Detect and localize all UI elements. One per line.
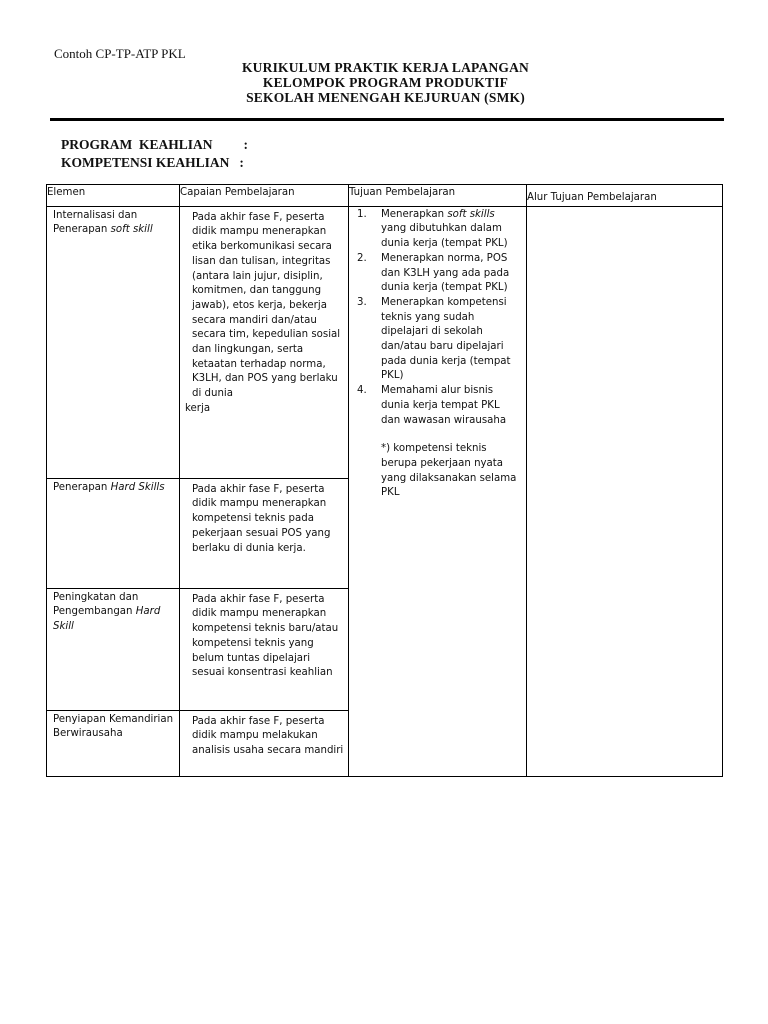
- list-item: 1. Menerapkan soft skills yang dibutuhkan dalam dunia kerja (tempat PKL): [357, 208, 508, 250]
- list-item: 4. Memahami alur bisnis dunia kerja tempat PKL dan wawasan wirausaha: [357, 385, 507, 426]
- capaian-cell: Pada akhir fase F, peserta didik mampu melakukan analisis usaha secara mandiri: [180, 710, 349, 776]
- capaian-cell: Pada akhir fase F, peserta didik mampu menerapkan etika berkomunikasi secara lisan dan tulisan, integritas (antara lain jujur, disiplin, komitmen, dan tanggung jawab), etos kerja, bekerja secara mandiri dan/atau secara tim, kepedulian sosial dan lingkungan, serta ketaatan terhadap norma, K3LH, dan POS yang berlaku di dunia kerja: [180, 206, 349, 478]
- program-keahlian-row: [61, 136, 248, 154]
- capaian-cell: Pada akhir fase F, peserta didik mampu menerapkan kompetensi teknis pada pekerjaan sesuai POS yang berlaku di dunia kerja.: [180, 478, 349, 588]
- program-keahlian-label: PROGRAM KEAHLIAN: [61, 137, 213, 152]
- list-item: 3. Menerapkan kompetensi teknis yang sudah dipelajari di sekolah dan/atau baru dipelajari pada dunia kerja (tempat PKL): [357, 296, 511, 382]
- program-keahlian-colon: :: [243, 137, 248, 152]
- heading-divider: [50, 118, 724, 121]
- document-label: Contoh CP-TP-ATP PKL: [54, 46, 186, 61]
- kompetensi-keahlian-row: [61, 154, 248, 172]
- heading-line-3: SEKOLAH MENENGAH KEJURUAN (SMK): [246, 90, 525, 105]
- header-elemen: Elemen: [47, 185, 180, 207]
- elemen-cell: Penyiapan Kemandirian Berwirausaha: [47, 710, 180, 776]
- program-info: [61, 136, 248, 172]
- header-tujuan: Tujuan Pembelajaran: [349, 185, 527, 207]
- heading-line-1: KURIKULUM PRAKTIK KERJA LAPANGAN: [241, 60, 530, 75]
- kompetensi-keahlian-label: KOMPETENSI KEAHLIAN: [61, 155, 230, 170]
- elemen-cell: Peningkatan dan Pengembangan Hard Skill: [47, 588, 180, 710]
- tujuan-cell: [349, 206, 527, 776]
- curriculum-table: [46, 184, 723, 777]
- header-capaian: Capaian Pembelajaran: [180, 185, 349, 207]
- heading-line-2: KELOMPOK PROGRAM PRODUKTIF: [262, 75, 509, 90]
- tujuan-note: *) kompetensi teknis berupa pekerjaan nyata yang dilaksanakan selama PKL: [381, 443, 517, 499]
- elemen-cell: Penerapan Hard Skills: [47, 478, 180, 588]
- capaian-cell: Pada akhir fase F, peserta didik mampu menerapkan kompetensi teknis baru/atau kompetensi teknis yang belum tuntas dipelajari sesuai konsentrasi keahlian: [180, 588, 349, 710]
- kompetensi-keahlian-colon: :: [239, 155, 244, 170]
- list-item: 2. Menerapkan norma, POS dan K3LH yang ada pada dunia kerja (tempat PKL): [357, 252, 510, 294]
- document-heading: [0, 60, 768, 105]
- table-row: [47, 206, 723, 478]
- header-alur: Alur Tujuan Pembelajaran: [527, 185, 723, 207]
- alur-cell: [527, 206, 723, 776]
- tujuan-list: [357, 208, 522, 429]
- elemen-cell: Internalisasi dan Penerapan soft skill: [47, 206, 180, 478]
- table-header-row: [47, 185, 723, 207]
